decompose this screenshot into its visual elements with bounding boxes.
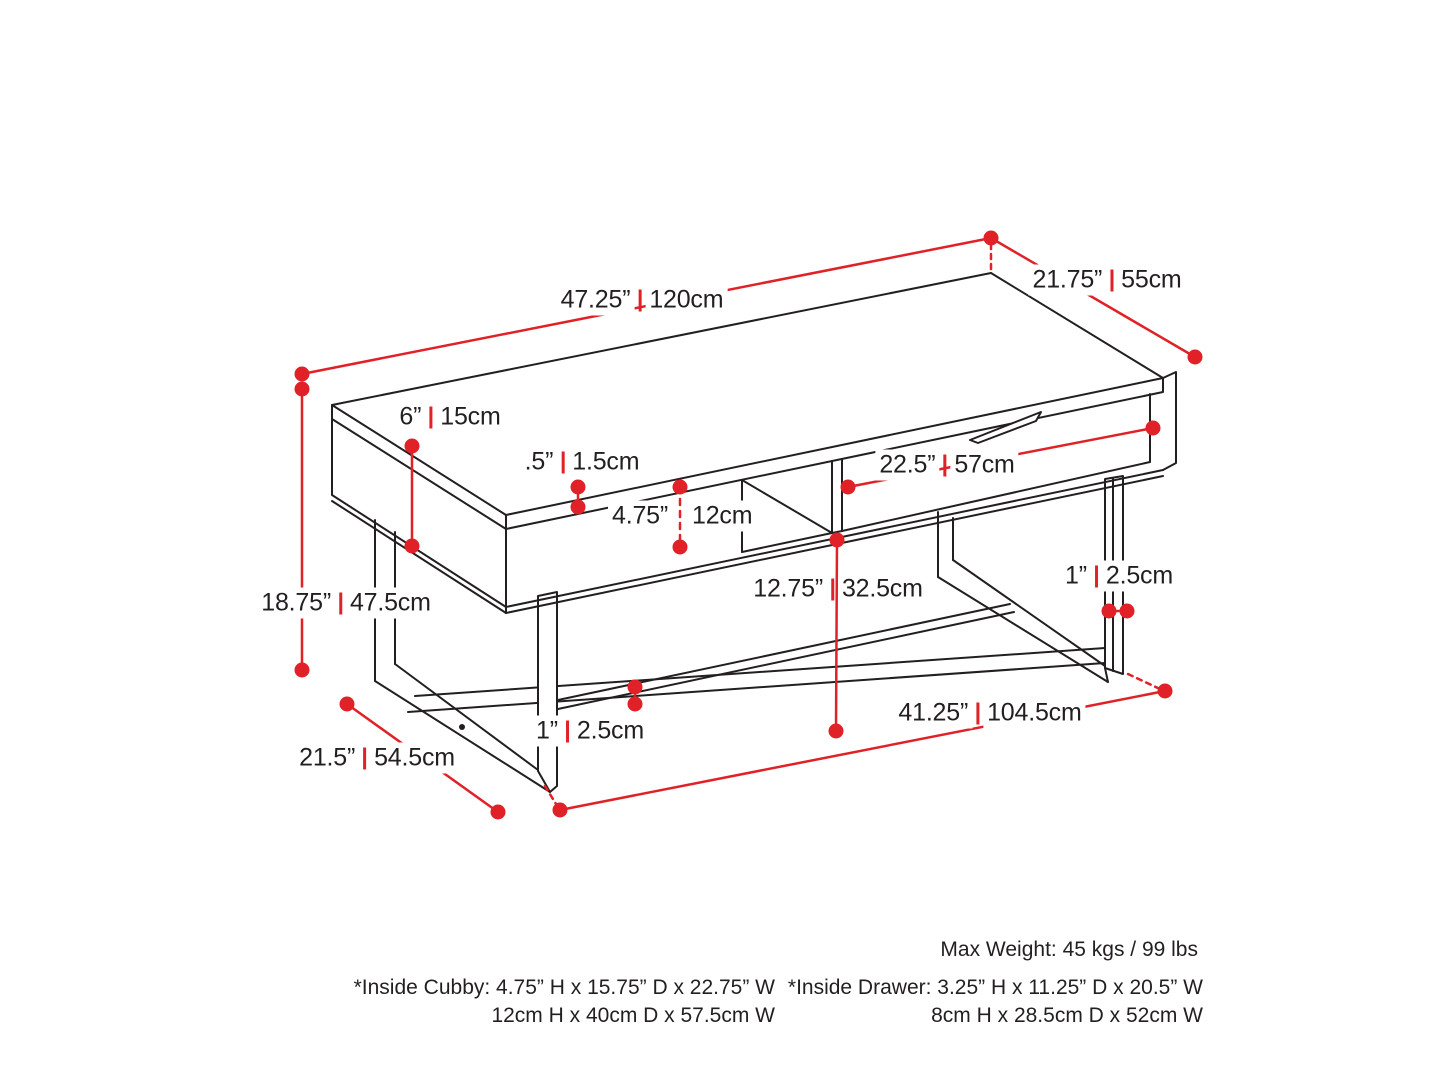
dim-extension-dashed-right-foot — [1128, 674, 1160, 689]
inside-cubby-note — [354, 974, 775, 1030]
dim-label-length — [557, 285, 728, 316]
dim-separator — [638, 289, 641, 311]
inside-drawer-line2: 8cm H x 28.5cm D x 52cm W — [931, 1004, 1203, 1027]
dim-separator — [1095, 565, 1098, 587]
dim-label-base-length — [894, 698, 1085, 729]
dim-separator — [339, 592, 342, 614]
dim-label-depth — [1028, 265, 1185, 296]
dim-label-top-edge — [521, 447, 644, 478]
dim-line-shelf-gap — [836, 540, 837, 731]
dim-apron-cm: 15cm — [436, 402, 504, 433]
dim-height-cm: 47.5cm — [346, 588, 435, 619]
dim-label-cubby-inches — [608, 501, 672, 532]
dim-top-edge-cm: 1.5cm — [568, 447, 643, 478]
dim-label-height — [257, 588, 434, 619]
dim-top-edge-inches: .5” — [521, 447, 558, 478]
cubby-opening — [742, 459, 842, 552]
dim-cubby-inches: 4.75” — [608, 501, 672, 532]
dim-shelf-gap-inches: 12.75” — [749, 574, 827, 605]
dim-base-length-inches: 41.25” — [894, 698, 972, 729]
inside-cubby-line1: *Inside Cubby: 4.75” H x 15.75” D x 22.75” W — [353, 976, 775, 999]
dim-label-drawer-width — [875, 450, 1018, 481]
dim-drawer-cm: 57cm — [950, 450, 1018, 481]
dim-label-leg-width — [1061, 561, 1177, 592]
leg-glide-dot — [459, 724, 465, 730]
dim-label-bar-thickness — [532, 716, 648, 747]
dim-drawer-inches: 22.5” — [875, 450, 939, 481]
dim-length-cm: 120cm — [645, 285, 727, 316]
max-weight-note: Max Weight: 45 kgs / 99 lbs — [940, 938, 1198, 961]
dim-depth-inches: 21.75” — [1028, 265, 1106, 296]
dim-base-depth-cm: 54.5cm — [370, 743, 459, 774]
dim-separator — [1110, 269, 1113, 291]
dim-separator — [363, 747, 366, 769]
dim-length-inches: 47.25” — [557, 285, 635, 316]
dim-label-shelf-gap — [749, 574, 926, 605]
base-cross-bars — [408, 604, 1105, 712]
inside-cubby-line2: 12cm H x 40cm D x 57.5cm W — [491, 1004, 775, 1027]
dim-separator — [976, 702, 979, 724]
dim-leg-inches: 1” — [1061, 561, 1091, 592]
dim-separator — [566, 720, 569, 742]
dim-label-cubby-cm — [688, 501, 756, 532]
dim-height-inches: 18.75” — [257, 588, 335, 619]
inside-drawer-note — [788, 974, 1203, 1030]
dim-bar-cm: 2.5cm — [573, 716, 648, 747]
dim-apron-inches: 6” — [395, 402, 425, 433]
dim-cubby-cm: 12cm — [688, 501, 756, 532]
dim-label-apron-height — [395, 402, 504, 433]
dim-shelf-gap-cm: 32.5cm — [838, 574, 927, 605]
dim-depth-cm: 55cm — [1117, 265, 1185, 296]
right-end-face — [1163, 372, 1176, 470]
dim-base-depth-inches: 21.5” — [295, 743, 359, 774]
dim-separator — [831, 578, 834, 600]
dim-separator — [429, 406, 432, 428]
dim-leg-cm: 2.5cm — [1102, 561, 1177, 592]
dim-separator — [561, 451, 564, 473]
dim-base-length-cm: 104.5cm — [983, 698, 1086, 729]
dim-bar-inches: 1” — [532, 716, 562, 747]
dim-label-base-depth — [295, 743, 459, 774]
dim-separator — [943, 454, 946, 476]
inside-drawer-line1: *Inside Drawer: 3.25” H x 11.25” D x 20.5” W — [787, 976, 1203, 999]
